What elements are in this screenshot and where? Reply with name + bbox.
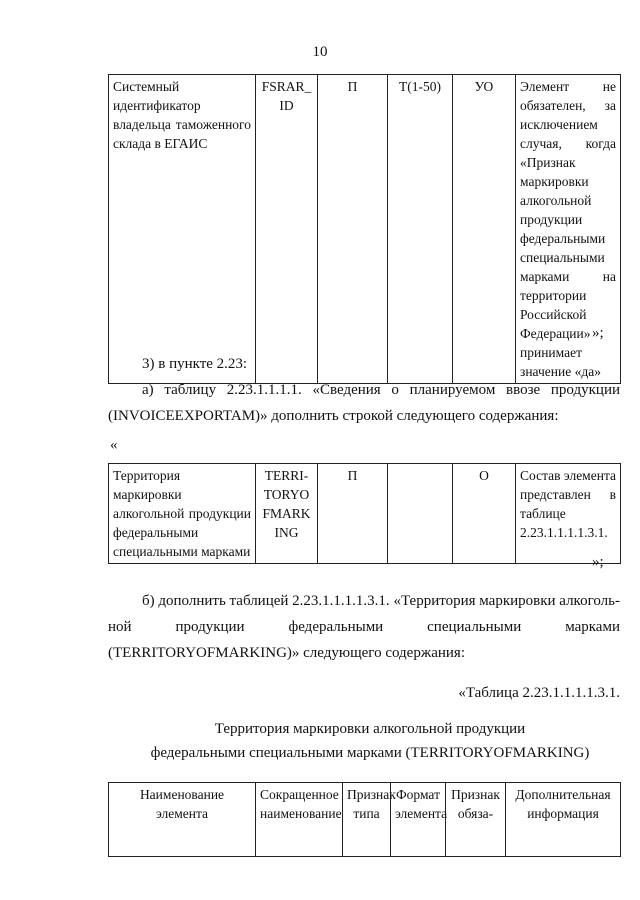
table-territory-header	[108, 782, 621, 857]
table-title-line-1: Территория маркировки алкогольной продукции	[214, 721, 526, 737]
type-cell: П	[318, 464, 388, 564]
format-cell: Т(1-50)	[388, 75, 453, 384]
info-cell: Элемент не обязателен, за исключением случая, когда «Признак маркировки алкогольной продукции федеральными специальными марками на территории Российской Федерации» принимает значение «да»	[516, 75, 621, 384]
item-b-line-2: ной продукции федеральными специальными марками	[108, 619, 620, 635]
info-cell: Состав элемента представлен в таблице 2.23.1.1.1.1.3.1.	[516, 464, 621, 564]
item-a-line-1: а) таблицу 2.23.1.1.1.1. «Сведения о планируемом ввозе продукции	[142, 382, 620, 398]
header-type: Признак типа	[343, 783, 391, 857]
header-info: Дополнительная информация	[506, 783, 621, 857]
short-name-cell: TERRI- TORYO FMARK ING	[256, 464, 318, 564]
element-name-cell: Территория маркировки алкогольной продукции федеральными специальными марками	[109, 464, 256, 564]
table-territory-row	[108, 463, 621, 564]
header-format: Формат элемента	[391, 783, 446, 857]
item-b-line-1: б) дополнить таблицей 2.23.1.1.1.1.3.1. «Территория маркировки алкоголь-	[142, 593, 620, 609]
required-cell: О	[453, 464, 516, 564]
format-cell	[388, 464, 453, 564]
header-short-name: Сокращенное наименование	[256, 783, 343, 857]
short-name-cell: FSRAR_ ID	[256, 75, 318, 384]
required-cell: УО	[453, 75, 516, 384]
open-quote: «	[110, 437, 118, 453]
table-fsrar-id-row	[108, 74, 621, 384]
table-title-line-2: федеральными специальными марками (TERRITORYOFMARKING)	[150, 745, 590, 761]
closing-quote-2: »;	[592, 554, 604, 570]
item-a-line-2: (INVOICEEXPORTAM)» дополнить строкой следующего содержания:	[108, 408, 559, 424]
table-label: «Таблица 2.23.1.1.1.1.3.1.	[458, 685, 620, 701]
closing-quote-1: »;	[592, 325, 604, 341]
item-3: 3) в пункте 2.23:	[142, 356, 248, 372]
item-b-line-3: (TERRITORYOFMARKING)» следующего содержания:	[108, 645, 465, 661]
header-element-name: Наименование элемента	[109, 783, 256, 857]
type-cell: П	[318, 75, 388, 384]
page-number: 10	[312, 44, 328, 60]
element-name-cell: Системный идентификатор владельца таможенного склада в ЕГАИС	[109, 75, 256, 384]
header-required: Признак обяза-	[446, 783, 506, 857]
